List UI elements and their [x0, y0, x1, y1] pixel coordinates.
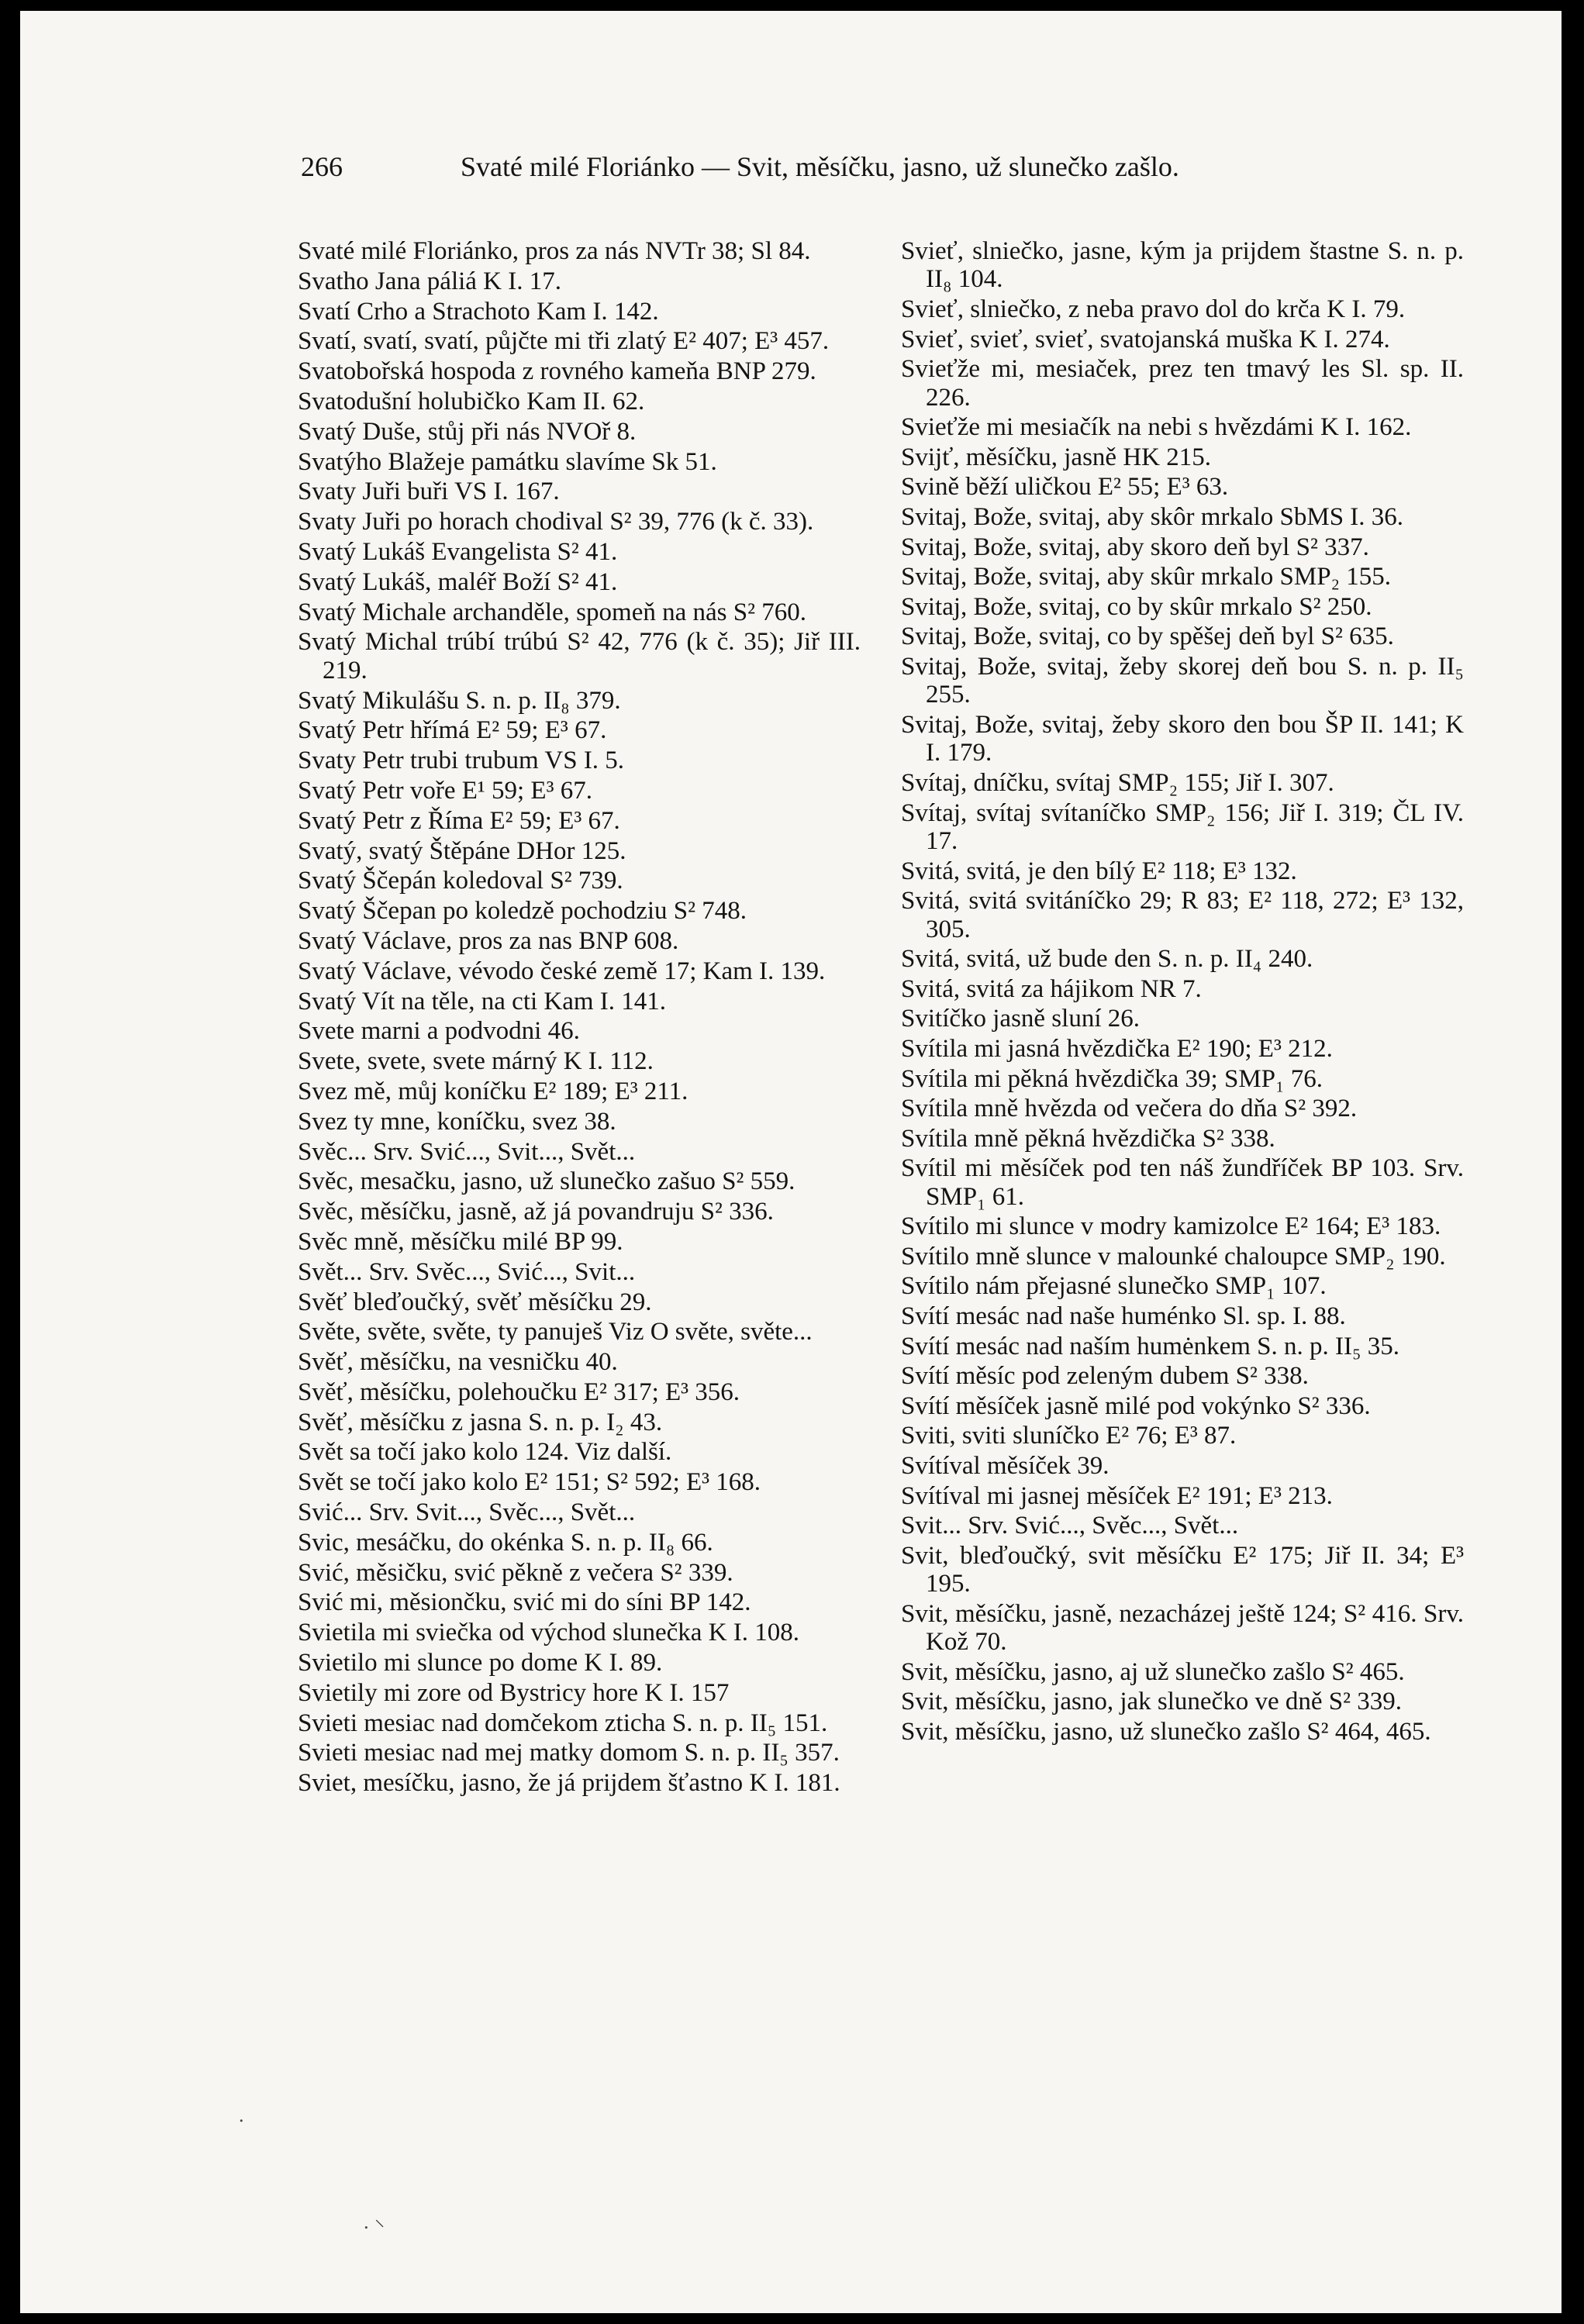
index-entry: Svěť, měsíčku z jasna S. n. p. I₂ 43. [298, 1408, 663, 1436]
index-entry: Svatý Mikulášu S. n. p. II₈ 379. [298, 686, 621, 715]
page-number: 266 [301, 151, 343, 182]
right-column [901, 237, 1464, 1748]
index-entry: Svaty Petr trubi trubum VS I. 5. [298, 747, 625, 775]
index-entry: Svěť, měsíčku, na vesničku 40. [298, 1348, 618, 1377]
index-entry: Svete, svete, svete márný K I. 112. [298, 1047, 654, 1076]
index-entry: Svitaj, Bože, svitaj, žeby skorej deň bou S. n. p. II₅ 255. [901, 652, 1464, 709]
index-entry: Svić mi, měsiončku, svić mi do síni BP 142. [298, 1588, 751, 1617]
index-entry: Svítila mi jasná hvězdička E² 190; E³ 212. [901, 1034, 1333, 1063]
index-entry: Svět... Srv. Svěc..., Svić..., Svit... [298, 1257, 636, 1286]
index-entry: Svatý Ščepan po koledzě pochodziu S² 748. [298, 897, 747, 926]
index-entry: Svieti mesiac nad mej matky domom S. n. p. II₅ 357. [298, 1739, 840, 1767]
index-entry: Svatý, svatý Štěpáne DHor 125. [298, 836, 626, 865]
index-entry: Svítí měsíc pod zeleným dubem S² 338. [901, 1362, 1309, 1391]
index-entry: Svatý Duše, stůj při nás NVOř 8. [298, 417, 637, 446]
left-column [298, 237, 861, 1799]
index-entry: Svatodušní holubičko Kam II. 62. [298, 387, 645, 415]
index-entry: Svítí mesác nad naše huménko Sl. sp. I. 88. [901, 1302, 1346, 1331]
index-entry: Svijť, měsíčku, jasně HK 215. [901, 443, 1211, 471]
index-entry: Svitá, svitá za hájikom NR 7. [901, 974, 1202, 1003]
index-entry: Svítíval mi jasnej měsíček E² 191; E³ 213. [901, 1481, 1333, 1510]
index-entry: Svítí měsíček jasně milé pod vokýnko S² 336. [901, 1391, 1371, 1420]
index-entry: Svietily mi zore od Bystricy hore K I. 157 [298, 1678, 730, 1707]
index-entry: Svaty Juři buři VS I. 167. [298, 478, 560, 506]
index-entry: Svieť, svieť, svieť, svatojanská muška K I. 274. [901, 325, 1390, 353]
index-entry: Svatý Petr hřímá E² 59; E³ 67. [298, 716, 607, 745]
index-entry: Svić... Srv. Svit..., Svěc..., Svět... [298, 1498, 636, 1527]
index-entry: Svítíval měsíček 39. [901, 1452, 1109, 1481]
index-entry: Svatý Vít na těle, na cti Kam I. 141. [298, 987, 667, 1015]
index-entry: Svatý Ščepán koledoval S² 739. [298, 867, 623, 895]
index-entry: Svět sa točí jako kolo 124. Viz další. [298, 1438, 672, 1467]
index-entry: Svez mě, můj koníčku E² 189; E³ 211. [298, 1077, 688, 1105]
index-entry: Svieti mesiac nad domčekom zticha S. n. p. II₅ 151. [298, 1709, 828, 1737]
index-entry: Sviet, mesíčku, jasno, že já prijdem šťastno K I. 181. [298, 1769, 840, 1798]
index-entry: Svitaj, Bože, svitaj, aby skoro deň byl S² 337. [901, 533, 1369, 561]
index-entry: Svitá, svitá svitáníčko 29; R 83; E² 118, 272; E³ 132, 305. [901, 887, 1464, 943]
index-entry: Svítilo nám přejasné slunečko SMP₁ 107. [901, 1272, 1327, 1301]
index-entry: Svitá, svitá, je den bílý E² 118; E³ 132. [901, 857, 1297, 885]
index-entry: Svaty Juři po horach chodival S² 39, 776 (k č. 33). [298, 508, 814, 536]
index-entry: Svítaj, svítaj svítaníčko SMP₂ 156; Jiř I. 319; ČL IV. 17. [901, 798, 1464, 855]
index-entry: Svitá, svitá, už bude den S. n. p. II₄ 240. [901, 945, 1313, 974]
index-entry: Svez ty mne, koníčku, svez 38. [298, 1107, 616, 1136]
index-entry: Svitaj, Bože, svitaj, aby skûr mrkalo SMP₂ 155. [901, 563, 1392, 591]
index-entry: Svit, bleďoučký, svit měsíčku E² 175; Jiř II. 34; E³ 195. [901, 1541, 1464, 1598]
index-entry: Svítilo mi slunce v modry kamizolce E² 164; E³ 183. [901, 1212, 1441, 1241]
index-entry: Svieť, slniečko, z neba pravo dol do krča K I. 79. [901, 295, 1406, 323]
running-title: Svaté milé Floriánko — Svit, měsíčku, jasno, už slunečko zašlo. [461, 151, 1179, 182]
index-entry: Svatho Jana páliá K I. 17. [298, 267, 562, 295]
index-entry: Svic, mesáčku, do okénka S. n. p. II₈ 66. [298, 1528, 713, 1557]
index-entry: Svatý Michal trúbí trúbú S² 42, 776 (k č. 35); Jiř III. 219. [298, 628, 861, 684]
index-entry: Svitaj, Bože, svitaj, aby skôr mrkalo SbMS I. 36. [901, 502, 1404, 531]
index-entry: Světe, světe, světe, ty panuješ Viz O světe, světe... [298, 1318, 813, 1346]
index-entry: Svić, měsičku, svić pěkně z večera S² 339. [298, 1558, 733, 1587]
index-entry: Svítaj, dníčku, svítaj SMP₂ 155; Jiř I. 307. [901, 768, 1334, 797]
index-entry: Svieťže mi mesiačík na nebi s hvězdámi K I. 162. [901, 413, 1412, 442]
index-entry: Svatý Václave, vévodo české země 17; Kam I. 139. [298, 957, 826, 985]
index-entry: Svietilo mi slunce po dome K I. 89. [298, 1649, 663, 1677]
index-entry: Svit, měsíčku, jasno, jak slunečko ve dně S² 339. [901, 1688, 1402, 1716]
index-entry: Svieť, slniečko, jasne, kým ja prijdem štastne S. n. p. II₈ 104. [901, 237, 1464, 294]
index-entry: Svatý Lukáš, maléř Boží S² 41. [298, 567, 618, 596]
index-entry: Svěc, mesačku, jasno, už slunečko zašuo S² 559. [298, 1167, 795, 1196]
scan-speck: . [239, 2104, 244, 2126]
index-entry: Svit, měsíčku, jasně, nezacházej ještě 124; S² 416. Srv. Kož 70. [901, 1599, 1464, 1657]
scan-speck: · ⸌ [363, 2216, 385, 2239]
index-entry: Svěc... Srv. Svić..., Svit..., Svět... [298, 1137, 636, 1166]
index-entry: Svitaj, Bože, svitaj, co by spěšej deň byl S² 635. [901, 622, 1394, 651]
index-entry: Svítí mesác nad naším humėnkem S. n. p. II₅ 35. [901, 1332, 1400, 1360]
index-entry: Svit... Srv. Svić..., Svěc..., Svět... [901, 1512, 1239, 1540]
index-entry: Svítilo mně slunce v malounké chaloupce SMP₂ 190. [901, 1242, 1446, 1271]
index-entry: Svatý Petr z Říma E² 59; E³ 67. [298, 806, 620, 835]
index-entry: Svatý Václave, pros za nas BNP 608. [298, 926, 679, 955]
index-entry: Svit, měsíčku, jasno, aj už slunečko zašlo S² 465. [901, 1657, 1405, 1686]
index-entry: Svatý Lukáš Evangelista S² 41. [298, 537, 618, 566]
index-entry: Svěc, měsíčku, jasně, až já povandruju S² 336. [298, 1198, 774, 1226]
index-entry: Svatobořská hospoda z rovného kameňa BNP 279. [298, 357, 816, 386]
book-page [20, 11, 1562, 2313]
index-entry: Sviti, sviti sluníčko E² 76; E³ 87. [901, 1422, 1237, 1450]
index-entry: Svatí Crho a Strachoto Kam I. 142. [298, 297, 659, 326]
index-entry: Svině běží uličkou E² 55; E³ 63. [901, 473, 1229, 502]
index-entry: Svitaj, Bože, svitaj, co by skûr mrkalo S² 250. [901, 592, 1372, 621]
index-entry: Svitíčko jasně sluní 26. [901, 1005, 1140, 1033]
index-entry: Svět se točí jako kolo E² 151; S² 592; E³ 168. [298, 1468, 761, 1497]
index-entry: Svítila mně hvězda od večera do dňa S² 392. [901, 1095, 1358, 1123]
index-entry: Svítil mi měsíček pod ten náš žundříček BP 103. Srv. SMP₁ 61. [901, 1154, 1464, 1211]
index-entry: Svatý Petr voře E¹ 59; E³ 67. [298, 776, 592, 805]
index-entry: Svěť bleďoučký, svěť měsíčku 29. [298, 1288, 652, 1316]
index-entry: Svietila mi sviečka od východ slunečka K I. 108. [298, 1619, 800, 1647]
index-entry: Svatý Michale archanděle, spomeň na nás S² 760. [298, 598, 806, 626]
index-entry: Svítila mi pěkná hvězdička 39; SMP₁ 76. [901, 1064, 1323, 1093]
index-entry: Svitaj, Bože, svitaj, žeby skoro den bou ŠP II. 141; K I. 179. [901, 710, 1464, 767]
index-entry: Svete marni a podvodni 46. [298, 1017, 580, 1046]
index-entry: Svatýho Blažeje památku slavíme Sk 51. [298, 447, 717, 476]
index-entry: Svatí, svatí, svatí, půjčte mi tři zlatý E² 407; E³ 457. [298, 327, 830, 356]
index-entry: Svěť, měsíčku, polehoučku E² 317; E³ 356. [298, 1378, 740, 1406]
index-entry: Svit, měsíčku, jasno, už slunečko zašlo S² 464, 465. [901, 1718, 1431, 1746]
index-entry: Svieťže mi, mesiaček, prez ten tmavý les Sl. sp. II. 226. [901, 355, 1464, 412]
index-entry: Svítila mně pěkná hvězdička S² 338. [901, 1124, 1275, 1153]
index-entry: Svěc mně, měsíčku milé BP 99. [298, 1227, 623, 1256]
index-entry: Svaté milé Floriánko, pros za nás NVTr 38; Sl 84. [298, 237, 811, 265]
